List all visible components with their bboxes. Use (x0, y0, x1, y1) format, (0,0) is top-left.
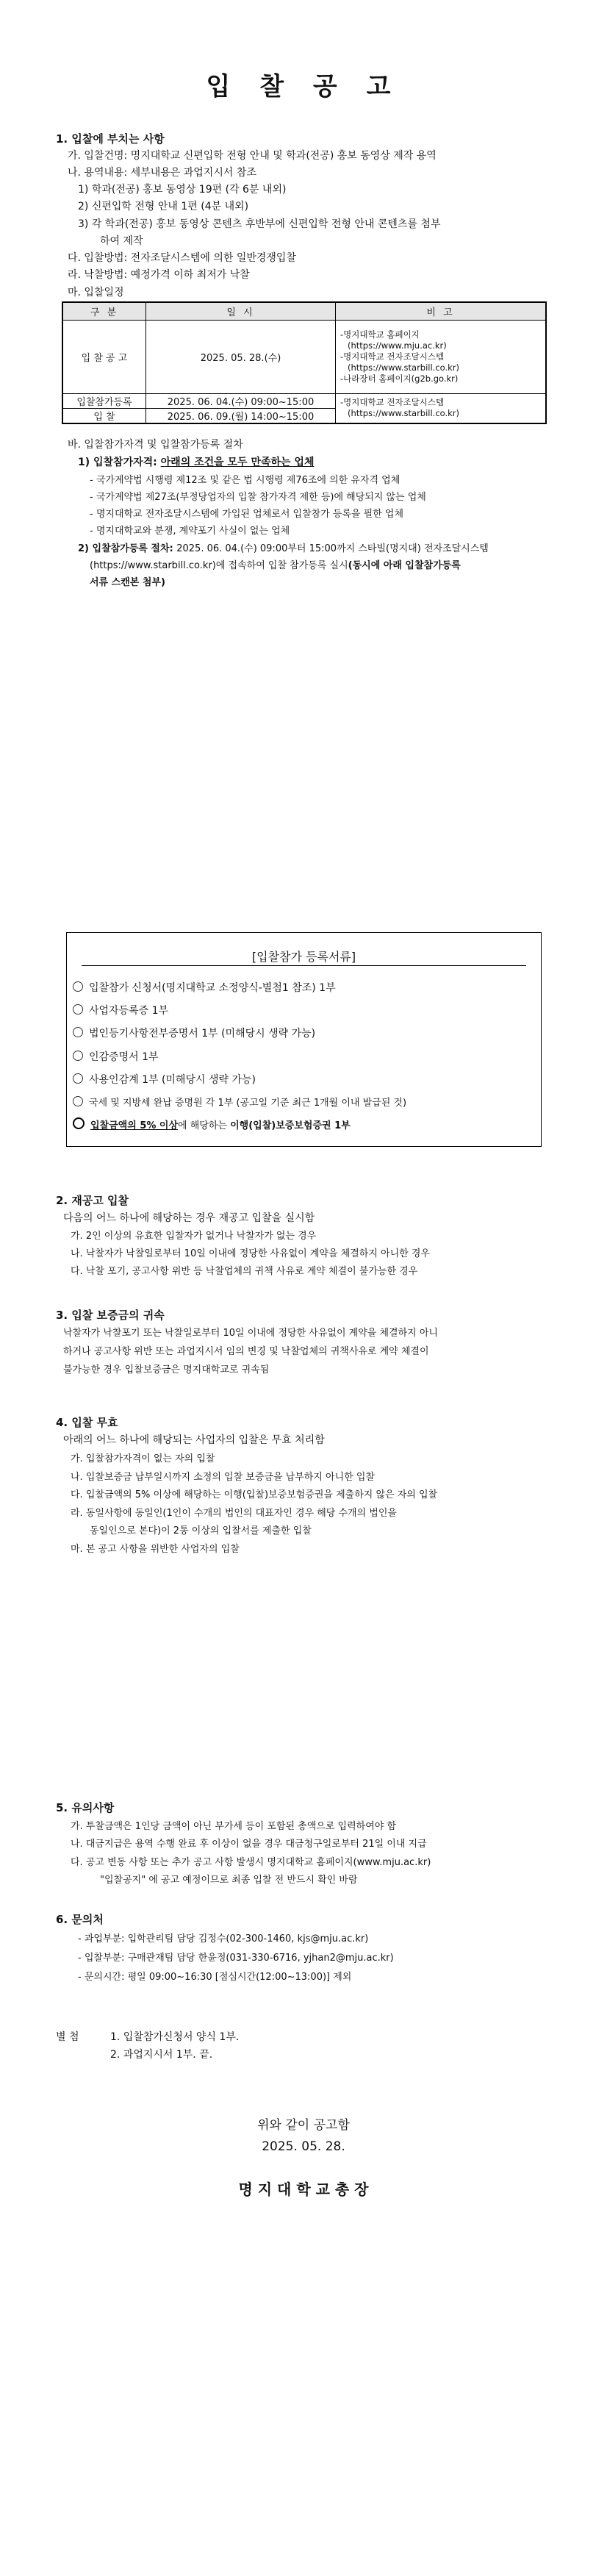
bid-name: 가. 입찰건명: 명지대학교 신편입학 전형 안내 및 학과(전공) 홍보 동영상 제작 용역 (68, 150, 437, 162)
list-item: 다. 낙찰 포기, 공고사항 위반 등 낙찰업체의 귀책 사유로 계약 체결이 불가능한 경우 (71, 1266, 418, 1277)
table-row (62, 320, 546, 393)
section-3-heading: 3. 입찰 보증금의 귀속 (56, 1309, 165, 1322)
service-content: 나. 용역내용: 세부내용은 과업지시서 참조 (68, 167, 256, 179)
table-row (62, 393, 546, 408)
table-header: 비 고 (336, 302, 547, 320)
document-item: 사용인감계 1부 (미해당시 생략 가능) (73, 1072, 256, 1087)
service-item-2: 2) 신편입학 전형 안내 1편 (4분 내외) (78, 201, 249, 212)
section-2-intro: 다음의 어느 하나에 해당하는 경우 재공고 입찰을 실시함 (63, 1212, 315, 1224)
qualification-line: 1) 입찰참가자격: 아래의 조건을 모두 만족하는 업체 (78, 457, 315, 468)
table-cell: 입 찰 공 고 (62, 320, 146, 393)
table-cell: -명지대학교 홈페이지 (https://www.mju.ac.kr) -명지대학교 전자조달시스템 (https://www.starbill.co.kr) -나라장터 홈페이지(g2b.go.kr) (336, 320, 547, 393)
section-6-heading: 6. 문의처 (56, 1913, 104, 1926)
paragraph-line: 하거나 공고사항 위반 또는 과업지시서 임의 변경 및 낙찰업체의 귀책사유로 계약 체결이 (63, 1346, 429, 1357)
closing-statement: 위와 같이 공고함 (257, 2118, 350, 2133)
registration-line-3: 서류 스캔본 첨부) (90, 577, 165, 588)
registration-documents-box (66, 932, 542, 1147)
circle-bullet-icon (73, 1051, 83, 1061)
circle-bullet-icon (73, 1117, 85, 1129)
service-item-3-cont: 하여 제작 (100, 235, 143, 247)
document-item: 입찰참가 신청서(명지대학교 소정양식-별첨1 참조) 1부 (73, 980, 336, 995)
list-item: 다. 입찰금액의 5% 이상에 해당하는 이행(입찰)보증보험증권을 제출하지 않은 자의 입찰 (71, 1489, 438, 1500)
list-item: 라. 동일사항에 동일인(1인이 수개의 법인의 대표자인 경우 해당 수개의 법인을 (71, 1508, 397, 1519)
table-cell: -명지대학교 전자조달시스템 (https://www.starbill.co.kr) (336, 393, 547, 423)
registration-line-1: 2) 입찰참가등록 절차: 2025. 06. 04.(수) 09:00부터 15:00까지 스타빌(명지대) 전자조달시스템 (78, 543, 489, 554)
service-item-3: 3) 각 학과(전공) 홍보 동영상 콘텐츠 후반부에 신편입학 전형 안내 콘텐츠를 첨부 (78, 218, 441, 230)
document-item: 국세 및 지방세 완납 증명원 각 1부 (공고일 기준 최근 1개월 이내 발급된 것) (73, 1095, 406, 1109)
box-divider (82, 965, 526, 966)
table-cell: 2025. 06. 09.(월) 14:00~15:00 (146, 408, 336, 423)
contact-item: - 과업부분: 입학관리팀 담당 김정수(02-300-1460, kjs@mju.ac.kr) (78, 1933, 369, 1944)
attachment-item: 2. 과업지시서 1부. 끝. (110, 2049, 213, 2061)
list-item: 가. 입찰참가자격이 없는 자의 입찰 (71, 1453, 215, 1464)
attachment-item: 1. 입찰참가신청서 양식 1부. (110, 2031, 240, 2043)
list-item: 가. 2인 이상의 유효한 입찰자가 없거나 낙찰자가 없는 경우 (71, 1231, 317, 1242)
schedule-table (62, 301, 547, 424)
circle-bullet-icon (73, 1027, 83, 1037)
qualification-item: - 국가계약법 제27조(부정당업자의 입찰 참가자격 제한 등)에 해당되지 않는 업체 (90, 492, 426, 503)
registration-line-2: (https://www.starbill.co.kr)에 접속하여 입찰 참가등록 실시(동시에 아래 입찰참가등록 (90, 560, 461, 571)
table-cell: 2025. 05. 28.(수) (146, 320, 336, 393)
table-header: 구 분 (62, 302, 146, 320)
document-item: 사업자등록증 1부 (73, 1003, 168, 1017)
bid-schedule-label: 마. 입찰일정 (68, 287, 124, 298)
document-item: 인감증명서 1부 (73, 1049, 159, 1064)
closing-date: 2025. 05. 28. (262, 2139, 345, 2154)
qualification-item: - 명지대학교 전자조달시스템에 가입된 업체로서 입찰참가 등록을 필한 업체 (90, 509, 404, 520)
circle-bullet-icon (73, 981, 83, 992)
list-item: 마. 본 공고 사항을 위반한 사업자의 입찰 (71, 1544, 240, 1555)
contact-item: - 문의시간: 평일 09:00~16:30 [점심시간(12:00~13:00)] 제외 (78, 1972, 352, 1983)
document-item: 입찰금액의 5% 이상에 해당하는 이행(입찰)보증보험증권 1부 (73, 1117, 351, 1131)
list-item: 다. 공고 변동 사항 또는 추가 공고 사항 발생시 명지대학교 홈페이지(www.mju.ac.kr) (71, 1857, 431, 1868)
table-cell: 2025. 06. 04.(수) 09:00~15:00 (146, 393, 336, 408)
section-2-heading: 2. 재공고 입찰 (56, 1194, 129, 1207)
section-4-intro: 아래의 어느 하나에 해당되는 사업자의 입찰은 무효 처리함 (63, 1434, 325, 1446)
table-cell: 입 찰 (62, 408, 146, 423)
signatory: 명 지 대 학 교 총 장 (238, 2180, 369, 2198)
circle-bullet-icon (73, 1004, 83, 1015)
circle-bullet-icon (73, 1073, 83, 1084)
table-header: 일 시 (146, 302, 336, 320)
award-method: 라. 낙찰방법: 예정가격 이하 최저가 낙찰 (68, 269, 250, 281)
service-item-1: 1) 학과(전공) 홍보 동영상 19편 (각 6분 내외) (78, 184, 287, 196)
attachment-label: 별 첨 (56, 2031, 79, 2043)
qualification-item: - 명지대학교와 분쟁, 계약포기 사실이 없는 업체 (90, 526, 290, 537)
section-5-heading: 5. 유의사항 (56, 1801, 115, 1814)
list-item-cont: "입찰공지" 에 공고 예정이므로 최종 입찰 전 반드시 확인 바람 (100, 1875, 358, 1886)
page-title: 입 찰 공 고 (206, 72, 401, 101)
qualification-heading: 바. 입찰참가자격 및 입찰참가등록 절차 (68, 439, 243, 451)
paragraph-line: 불가능한 경우 입찰보증금은 명지대학교로 귀속됨 (63, 1364, 270, 1375)
box-title: [입찰참가 등록서류] (251, 950, 356, 964)
list-item: 가. 투찰금액은 1인당 금액이 아닌 부가세 등이 포함된 총액으로 입력하여야 함 (71, 1821, 397, 1832)
qualification-item: - 국가계약법 시행령 제12조 및 같은 법 시행령 제76조에 의한 유자격 업체 (90, 475, 401, 486)
list-item: 나. 낙찰자가 낙찰일로부터 10일 이내에 정당한 사유없이 계약을 체결하지 아니한 경우 (71, 1248, 430, 1259)
contact-item: - 입찰부분: 구매관재팀 담당 한윤정(031-330-6716, yjhan2@mju.ac.kr) (78, 1953, 394, 1964)
table-cell: 입찰참가등록 (62, 393, 146, 408)
list-item: 나. 대금지급은 용역 수행 완료 후 이상이 없을 경우 대금청구일로부터 21일 이내 지급 (71, 1839, 427, 1850)
list-item: 나. 입찰보증금 납부일시까지 소정의 입찰 보증금을 납부하지 아니한 입찰 (71, 1472, 375, 1483)
section-1-heading: 1. 입찰에 부치는 사항 (56, 132, 165, 146)
bid-method: 다. 입찰방법: 전자조달시스템에 의한 일반경쟁입찰 (68, 252, 296, 264)
section-4-heading: 4. 입찰 무효 (56, 1416, 118, 1429)
document-item: 법인등기사항전부증명서 1부 (미해당시 생략 가능) (73, 1026, 315, 1040)
circle-bullet-icon (73, 1096, 83, 1106)
list-item-cont: 동일인으로 본다)이 2통 이상의 입찰서를 제출한 입찰 (90, 1525, 312, 1536)
paragraph-line: 낙찰자가 낙찰포기 또는 낙찰일로부터 10일 이내에 정당한 사유없이 계약을 체결하지 아니 (63, 1328, 438, 1339)
